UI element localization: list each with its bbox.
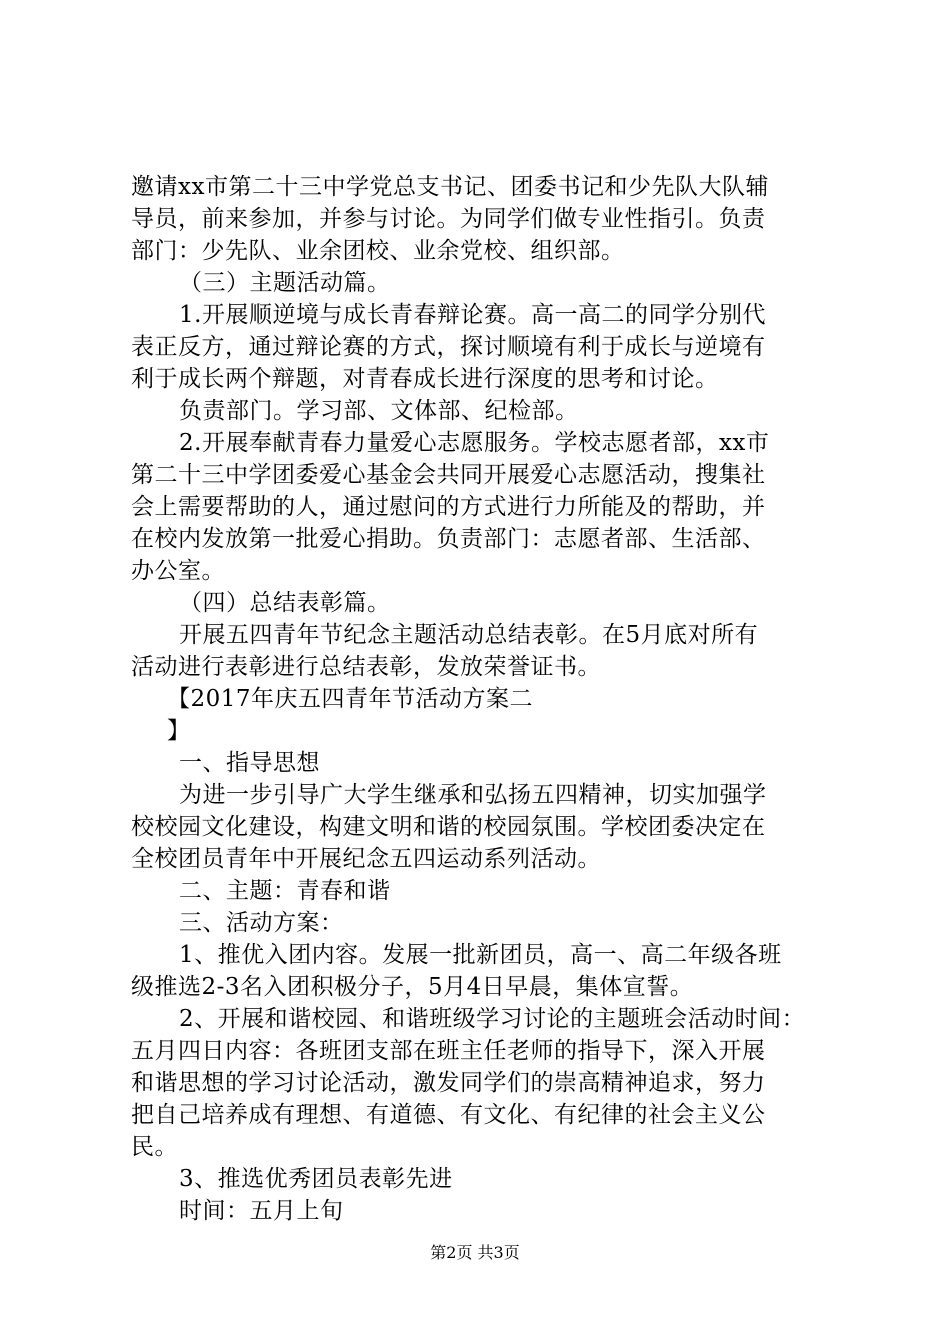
text-line: 2.开展奉献青春力量爱心志愿服务。学校志愿者部，xx市 (179, 430, 770, 456)
text-line: 级推选2-3名入团积极分子，5月4日早晨，集体宣誓。 (131, 974, 694, 1000)
text-line: 负责部门。学习部、文体部、纪检部。 (179, 398, 579, 424)
text-line: 开展五四青年节纪念主题活动总结表彰。在5月底对所有 (179, 622, 759, 648)
section-heading: （三）主题活动篇。 (179, 270, 391, 296)
section-heading: 一、指导思想 (179, 750, 320, 776)
text-line: 第二十三中学团委爱心基金会共同开展爱心志愿活动，搜集社 (131, 462, 766, 488)
text-line: 利于成长两个辩题，对青春成长进行深度的思考和讨论。 (131, 366, 719, 392)
text-line: 办公室。 (131, 558, 225, 584)
text-line: 3、推选优秀团员表彰先进 (179, 1166, 453, 1192)
text-line: 会上需要帮助的人，通过慰问的方式进行力所能及的帮助，并 (131, 494, 766, 520)
text-line: 活动进行表彰进行总结表彰，发放荣誉证书。 (131, 654, 601, 680)
text-line: 2、开展和谐校园、和谐班级学习讨论的主题班会活动时间： (179, 1006, 806, 1032)
text-line: 和谐思想的学习讨论活动，激发同学们的崇高精神追求，努力 (131, 1070, 766, 1096)
text-line: 把自己培养成有理想、有道德、有文化、有纪律的社会主义公 (131, 1102, 766, 1128)
plan-title: 【2017年庆五四青年节活动方案二 (167, 686, 534, 712)
text-line: 表正反方，通过辩论赛的方式，探讨顺境有利于成长与逆境有 (131, 334, 766, 360)
text-line: 1.开展顺逆境与成长青春辩论赛。高一高二的同学分别代 (179, 302, 766, 328)
section-heading: 三、活动方案： (179, 910, 344, 936)
page-footer: 第2页 共3页 (430, 1243, 520, 1262)
text-line: 五月四日内容：各班团支部在班主任老师的指导下，深入开展 (131, 1038, 766, 1064)
text-line: 导员，前来参加，并参与讨论。为同学们做专业性指引。负责 (131, 206, 766, 232)
text-line: 邀请xx市第二十三中学党总支书记、团委书记和少先队大队辅 (131, 174, 769, 200)
section-heading: （四）总结表彰篇。 (179, 590, 391, 616)
text-line: 在校内发放第一批爱心捐助。负责部门：志愿者部、生活部、 (131, 526, 766, 552)
section-heading: 二、主题：青春和谐 (179, 878, 391, 904)
text-line: 为进一步引导广大学生继承和弘扬五四精神，切实加强学 (179, 782, 767, 808)
text-line: 全校团员青年中开展纪念五四运动系列活动。 (131, 846, 601, 872)
plan-title: 】 (167, 718, 191, 744)
text-line: 时间：五月上旬 (179, 1198, 344, 1224)
text-line: 校校园文化建设，构建文明和谐的校园氛围。学校团委决定在 (131, 814, 766, 840)
text-line: 民。 (131, 1134, 178, 1160)
text-line: 部门：少先队、业余团校、业余党校、组织部。 (131, 238, 625, 264)
text-line: 1、推优入团内容。发展一批新团员，高一、高二年级各班 (179, 942, 782, 968)
